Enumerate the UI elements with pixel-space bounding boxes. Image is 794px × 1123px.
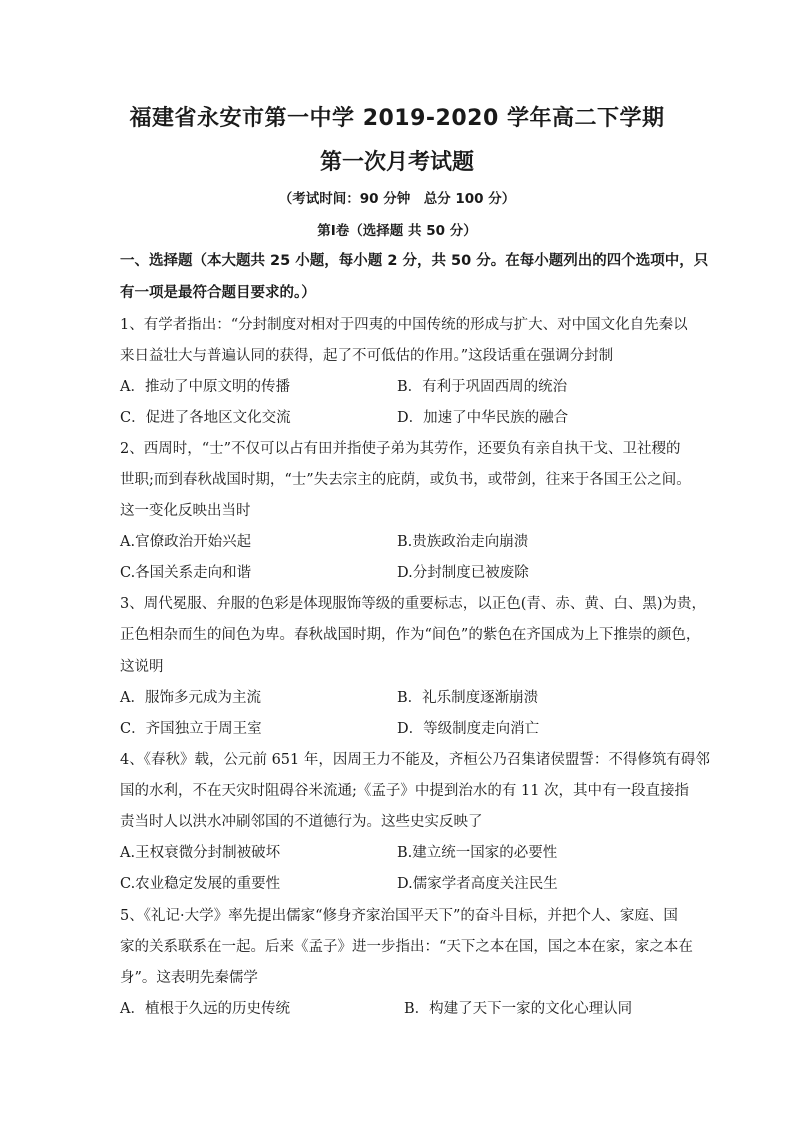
question-4-option-b: B.建立统一国家的必要性 (397, 845, 558, 861)
question-3-option-c: C．齐国独立于周王室 (120, 721, 262, 737)
question-4-stem-line3: 责当时人以洪水冲刷邻国的不道德行为。这些史实反映了 (120, 814, 483, 830)
question-4-stem-line2: 国的水利，不在天灾时阻碍谷米流通;《孟子》中提到治水的有 11 次，其中有一段直接指 (120, 783, 690, 799)
question-5-stem-line2: 家的关系联系在一起。后来《孟子》进一步指出：“天下之本在国，国之本在家，家之本在 (120, 939, 693, 955)
question-1-option-a: A．推动了中原文明的传播 (120, 379, 290, 395)
question-2-stem-line2: 世职;而到春秋战国时期，“士”失去宗主的庇荫，或负书，或带剑，往来于各国王公之间。 (120, 472, 691, 488)
exam-title: 福建省永安市第一中学 2019-2020 学年高二下学期 (129, 106, 665, 131)
question-2-stem-line1: 2、西周时，“士”不仅可以占有田并指使子弟为其劳作，还要负有亲自执干戈、卫社稷的 (120, 441, 681, 457)
question-2-option-b: B.贵族政治走向崩溃 (397, 534, 529, 550)
question-1-stem-line1: 1、有学者指出：“分封制度对相对于四夷的中国传统的形成与扩大、对中国文化自先秦以 (120, 317, 688, 333)
exam-info: （考试时间：90 分钟 总分 100 分） (278, 191, 516, 207)
question-2-option-a: A.官僚政治开始兴起 (120, 534, 252, 550)
question-3-option-b: B．礼乐制度逐渐崩溃 (397, 690, 539, 706)
question-4-option-d: D.儒家学者高度关注民生 (397, 876, 558, 892)
question-3-option-d: D．等级制度走向消亡 (397, 721, 540, 737)
question-4-stem-line1: 4、《春秋》载，公元前 651 年，因周王力不能及，齐桓公乃召集诸侯盟誓：不得修筑有碍邻 (120, 752, 710, 768)
volume-heading: 第Ⅰ卷（选择题 共 50 分） (317, 223, 477, 239)
section-instructions-line1: 一、选择题（本大题共 25 小题，每小题 2 分，共 50 分。在每小题列出的四个选项中，只 (120, 253, 709, 269)
question-2-option-d: D.分封制度已被废除 (397, 565, 529, 581)
question-2-stem-line3: 这一变化反映出当时 (120, 503, 251, 519)
question-2-option-c: C.各国关系走向和谐 (120, 565, 252, 581)
question-5-stem-line3: 身”。这表明先秦儒学 (120, 970, 258, 986)
question-1-option-d: D．加速了中华民族的融合 (397, 410, 569, 426)
question-3-option-a: A．服饰多元成为主流 (120, 690, 261, 706)
question-3-stem-line2: 正色相杂而生的间色为卑。春秋战国时期，作为“间色”的紫色在齐国成为上下推崇的颜色， (120, 627, 701, 643)
section-instructions-line2: 有一项是最符合题目要求的。） (120, 285, 316, 301)
question-5-option-a: A．植根于久远的历史传统 (120, 1001, 290, 1017)
question-1-option-c: C．促进了各地区文化交流 (120, 410, 291, 426)
question-1-stem-line2: 来日益壮大与普遍认同的获得，起了不可低估的作用。”这段话重在强调分封制 (120, 348, 614, 364)
question-1-option-b: B．有利于巩固西周的统治 (397, 379, 568, 395)
question-5-stem-line1: 5、《礼记·大学》率先提出儒家“修身齐家治国平天下”的奋斗目标，并把个人、家庭、国 (120, 908, 678, 924)
question-5-option-b: B．构建了天下一家的文化心理认同 (404, 1001, 633, 1017)
exam-subtitle: 第一次月考试题 (319, 150, 474, 175)
question-4-option-c: C.农业稳定发展的重要性 (120, 876, 281, 892)
question-3-stem-line3: 这说明 (120, 659, 164, 675)
question-4-option-a: A.王权衰微分封制被破坏 (120, 845, 281, 861)
question-3-stem-line1: 3、周代冕服、弁服的色彩是体现服饰等级的重要标志，以正色(青、赤、黄、白、黑)为贵， (120, 596, 707, 612)
